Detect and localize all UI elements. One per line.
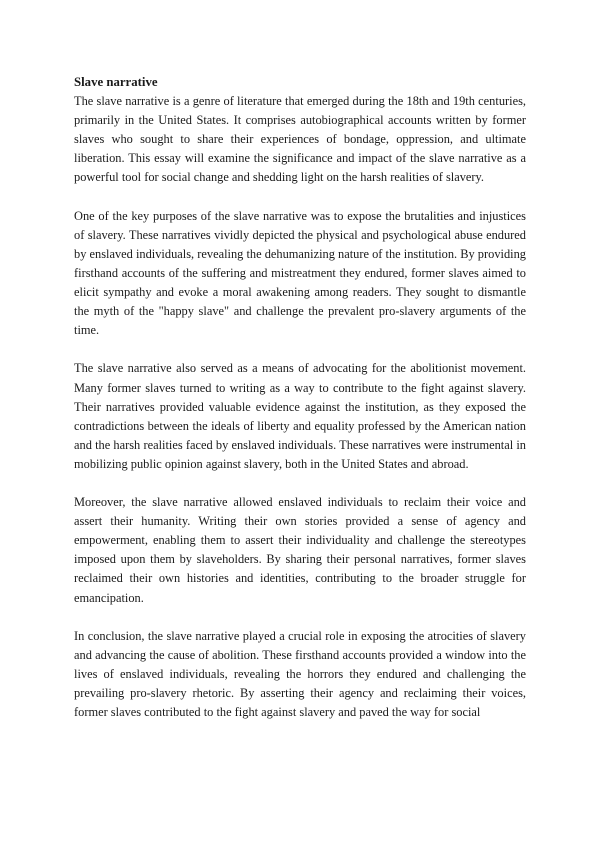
paragraph-reclaiming-voice: Moreover, the slave narrative allowed enslaved individuals to reclaim their voice and assert their humanity. Writing their own stories provided a sense of agency and empowerment, enabling them to assert their individuality and challenge the stereotypes imposed upon them by slaveholders. By sharing their personal narratives, former slaves reclaimed their own histories and identities, contributing to the broader struggle for emancipation. bbox=[74, 495, 526, 605]
document-page bbox=[74, 73, 526, 741]
paragraph-introduction: The slave narrative is a genre of literature that emerged during the 18th and 19th centuries, primarily in the United States. It comprises autobiographical accounts written by former slaves who sought to share their experiences of bondage, oppression, and ultimate liberation. This essay will examine the significance and impact of the slave narrative as a powerful tool for social change and shedding light on the harsh realities of slavery. bbox=[74, 94, 526, 185]
paragraph-conclusion: In conclusion, the slave narrative played a crucial role in exposing the atrocities of slavery and advancing the cause of abolition. These firsthand accounts provided a window into the lives of enslaved individuals, revealing the horrors they endured and challenging the prevailing pro-slavery rhetoric. By asserting their agency and reclaiming their voices, former slaves contributed to the fight against slavery and paved the way for social bbox=[74, 628, 526, 720]
document-title: Slave narrative bbox=[74, 75, 158, 89]
paragraph-abolitionist-movement: The slave narrative also served as a means of advocating for the abolitionist movement. Many former slaves turned to writing as a way to contribute to the fight against slavery. Their narratives provided valuable evidence against the institution, as they exposed the contradictions between the ideals of liberty and equality professed by the American nation and the harsh realities faced by enslaved individuals. These narratives were instrumental in mobilizing public opinion against slavery, both in the United States and abroad. bbox=[74, 361, 526, 471]
paragraph-exposing-brutality: One of the key purposes of the slave narrative was to expose the brutalities and injustices of slavery. These narratives vividly depicted the physical and psychological abuse endured by enslaved individuals, revealing the dehumanizing nature of the institution. By providing firsthand accounts of the suffering and mistreatment they endured, former slaves aimed to elicit sympathy and evoke a moral awakening among readers. They sought to dismantle the myth of the "happy slave" and challenge the prevalent pro-slavery arguments of the time. bbox=[74, 208, 526, 338]
